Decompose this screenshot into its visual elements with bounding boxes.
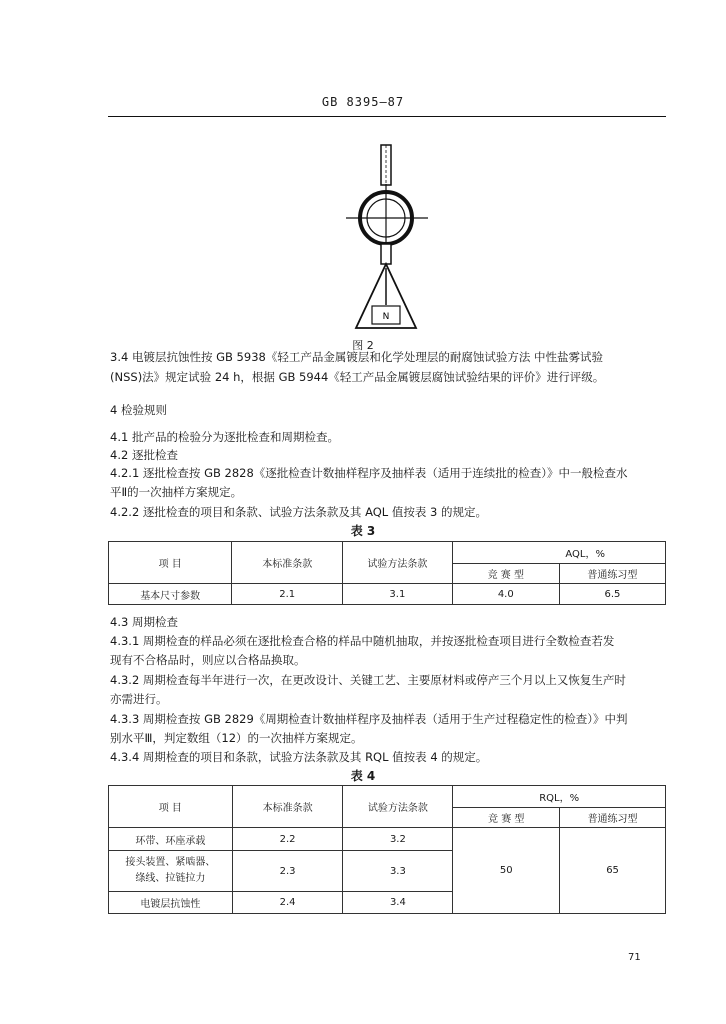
- para-4-3-4: 4.3.4 周期检查的项目和条款，试验方法条款及其 RQL 值按表 4 的规定。: [110, 750, 488, 764]
- para-4-3-3-line1: 4.3.3 周期检查按 GB 2829《周期检查计数抽样程序及抽样表（适用于生产过程稳定性的检查）》中判: [110, 712, 628, 726]
- figure-2-drawing: [340, 140, 436, 335]
- table-4-cell-item: 接头装置、紧啮器、 绦线、拉链拉力: [109, 851, 233, 892]
- table-3-cell-competition: 4.0: [452, 584, 559, 605]
- table-row: [109, 828, 666, 851]
- table-3-header-clause: 本标准条款: [232, 542, 343, 584]
- table-3-header-aql: AQL，%: [452, 542, 665, 564]
- rod-bottom: [381, 244, 391, 264]
- document-header: GB 8395—87: [321, 95, 405, 109]
- para-4-1: 4.1 批产品的检验分为逐批检查和周期检查。: [110, 430, 339, 444]
- para-4-2-1-line2: 平Ⅱ的一次抽样方案规定。: [110, 485, 243, 499]
- weight-label: N: [382, 312, 390, 322]
- figure-caption: 图 2: [352, 339, 374, 352]
- table-3-cell-training: 6.5: [559, 584, 665, 605]
- para-3-4-line1: 3.4 电镀层抗蚀性按 GB 5938《轻工产品金属镀层和化学处理层的耐腐蚀试验方法 中性盐雾试验: [110, 350, 603, 364]
- table-4-cell-clause: 2.4: [232, 892, 343, 914]
- table-4-cell-method: 3.4: [343, 892, 453, 914]
- table-3-cell-item: 基本尺寸参数: [109, 584, 232, 605]
- table-4-cell-item: 电镀层抗蚀性: [109, 892, 233, 914]
- page-number: 71: [628, 952, 641, 963]
- header-rule: [108, 116, 666, 117]
- para-4-3-1-line1: 4.3.1 周期检查的样品必须在逐批检查合格的样品中随机抽取，并按逐批检查项目进行全数检查若发: [110, 634, 615, 648]
- table-4-header-clause: 本标准条款: [232, 786, 343, 828]
- table-4-cell-item: 环带、环座承载: [109, 828, 233, 851]
- para-4-3-2-line1: 4.3.2 周期检查每半年进行一次，在更改设计、关键工艺、主要原材料或停产三个月以上又恢复生产时: [110, 673, 626, 687]
- table-3-header-method: 试验方法条款: [343, 542, 453, 584]
- table-3-cell-method: 3.1: [343, 584, 453, 605]
- para-4-2-1-line1: 4.2.1 逐批检查按 GB 2828《逐批检查计数抽样程序及抽样表（适用于连续批的检查）》中一般检查水: [110, 466, 628, 480]
- table-4-cell-rql-competition: 50: [453, 828, 560, 914]
- table-3-caption: 表 3: [350, 524, 376, 538]
- para-4-3-3-line2: 别水平Ⅲ，判定数组（12）的一次抽样方案规定。: [110, 731, 363, 745]
- table-4-cell-method: 3.2: [343, 828, 453, 851]
- table-3-header-item: 项 目: [109, 542, 232, 584]
- table-4-cell-rql-training: 65: [560, 828, 666, 914]
- table-4-cell-clause: 2.2: [232, 828, 343, 851]
- table-4-header-training: 普通练习型: [560, 808, 666, 828]
- table-4-cell-clause: 2.3: [232, 851, 343, 892]
- para-4-3: 4.3 周期检查: [110, 615, 178, 629]
- table-4: [108, 785, 666, 914]
- para-4-3-2-line2: 亦需进行。: [110, 692, 168, 706]
- table-row: [109, 584, 666, 605]
- para-4-3-1-line2: 现有不合格品时，则应以合格品换取。: [110, 653, 306, 667]
- para-4-2: 4.2 逐批检查: [110, 448, 178, 462]
- table-3-header-competition: 竞 赛 型: [452, 564, 559, 584]
- section-4-heading: 4 检验规则: [110, 403, 167, 417]
- table-4-header-item: 项 目: [109, 786, 233, 828]
- para-3-4-line2: (NSS)法》规定试验 24 h，根据 GB 5944《轻工产品金属镀层腐蚀试验结果的评价》进行评级。: [110, 370, 605, 384]
- table-4-header-rql: RQL，%: [453, 786, 666, 808]
- table-3: [108, 541, 666, 605]
- table-4-header-competition: 竞 赛 型: [453, 808, 560, 828]
- table-3-header-training: 普通练习型: [559, 564, 665, 584]
- table-3-cell-clause: 2.1: [232, 584, 343, 605]
- para-4-2-2: 4.2.2 逐批检查的项目和条款、试验方法条款及其 AQL 值按表 3 的规定。: [110, 505, 487, 519]
- table-4-cell-method: 3.3: [343, 851, 453, 892]
- table-4-caption: 表 4: [350, 769, 376, 783]
- table-4-header-method: 试验方法条款: [343, 786, 453, 828]
